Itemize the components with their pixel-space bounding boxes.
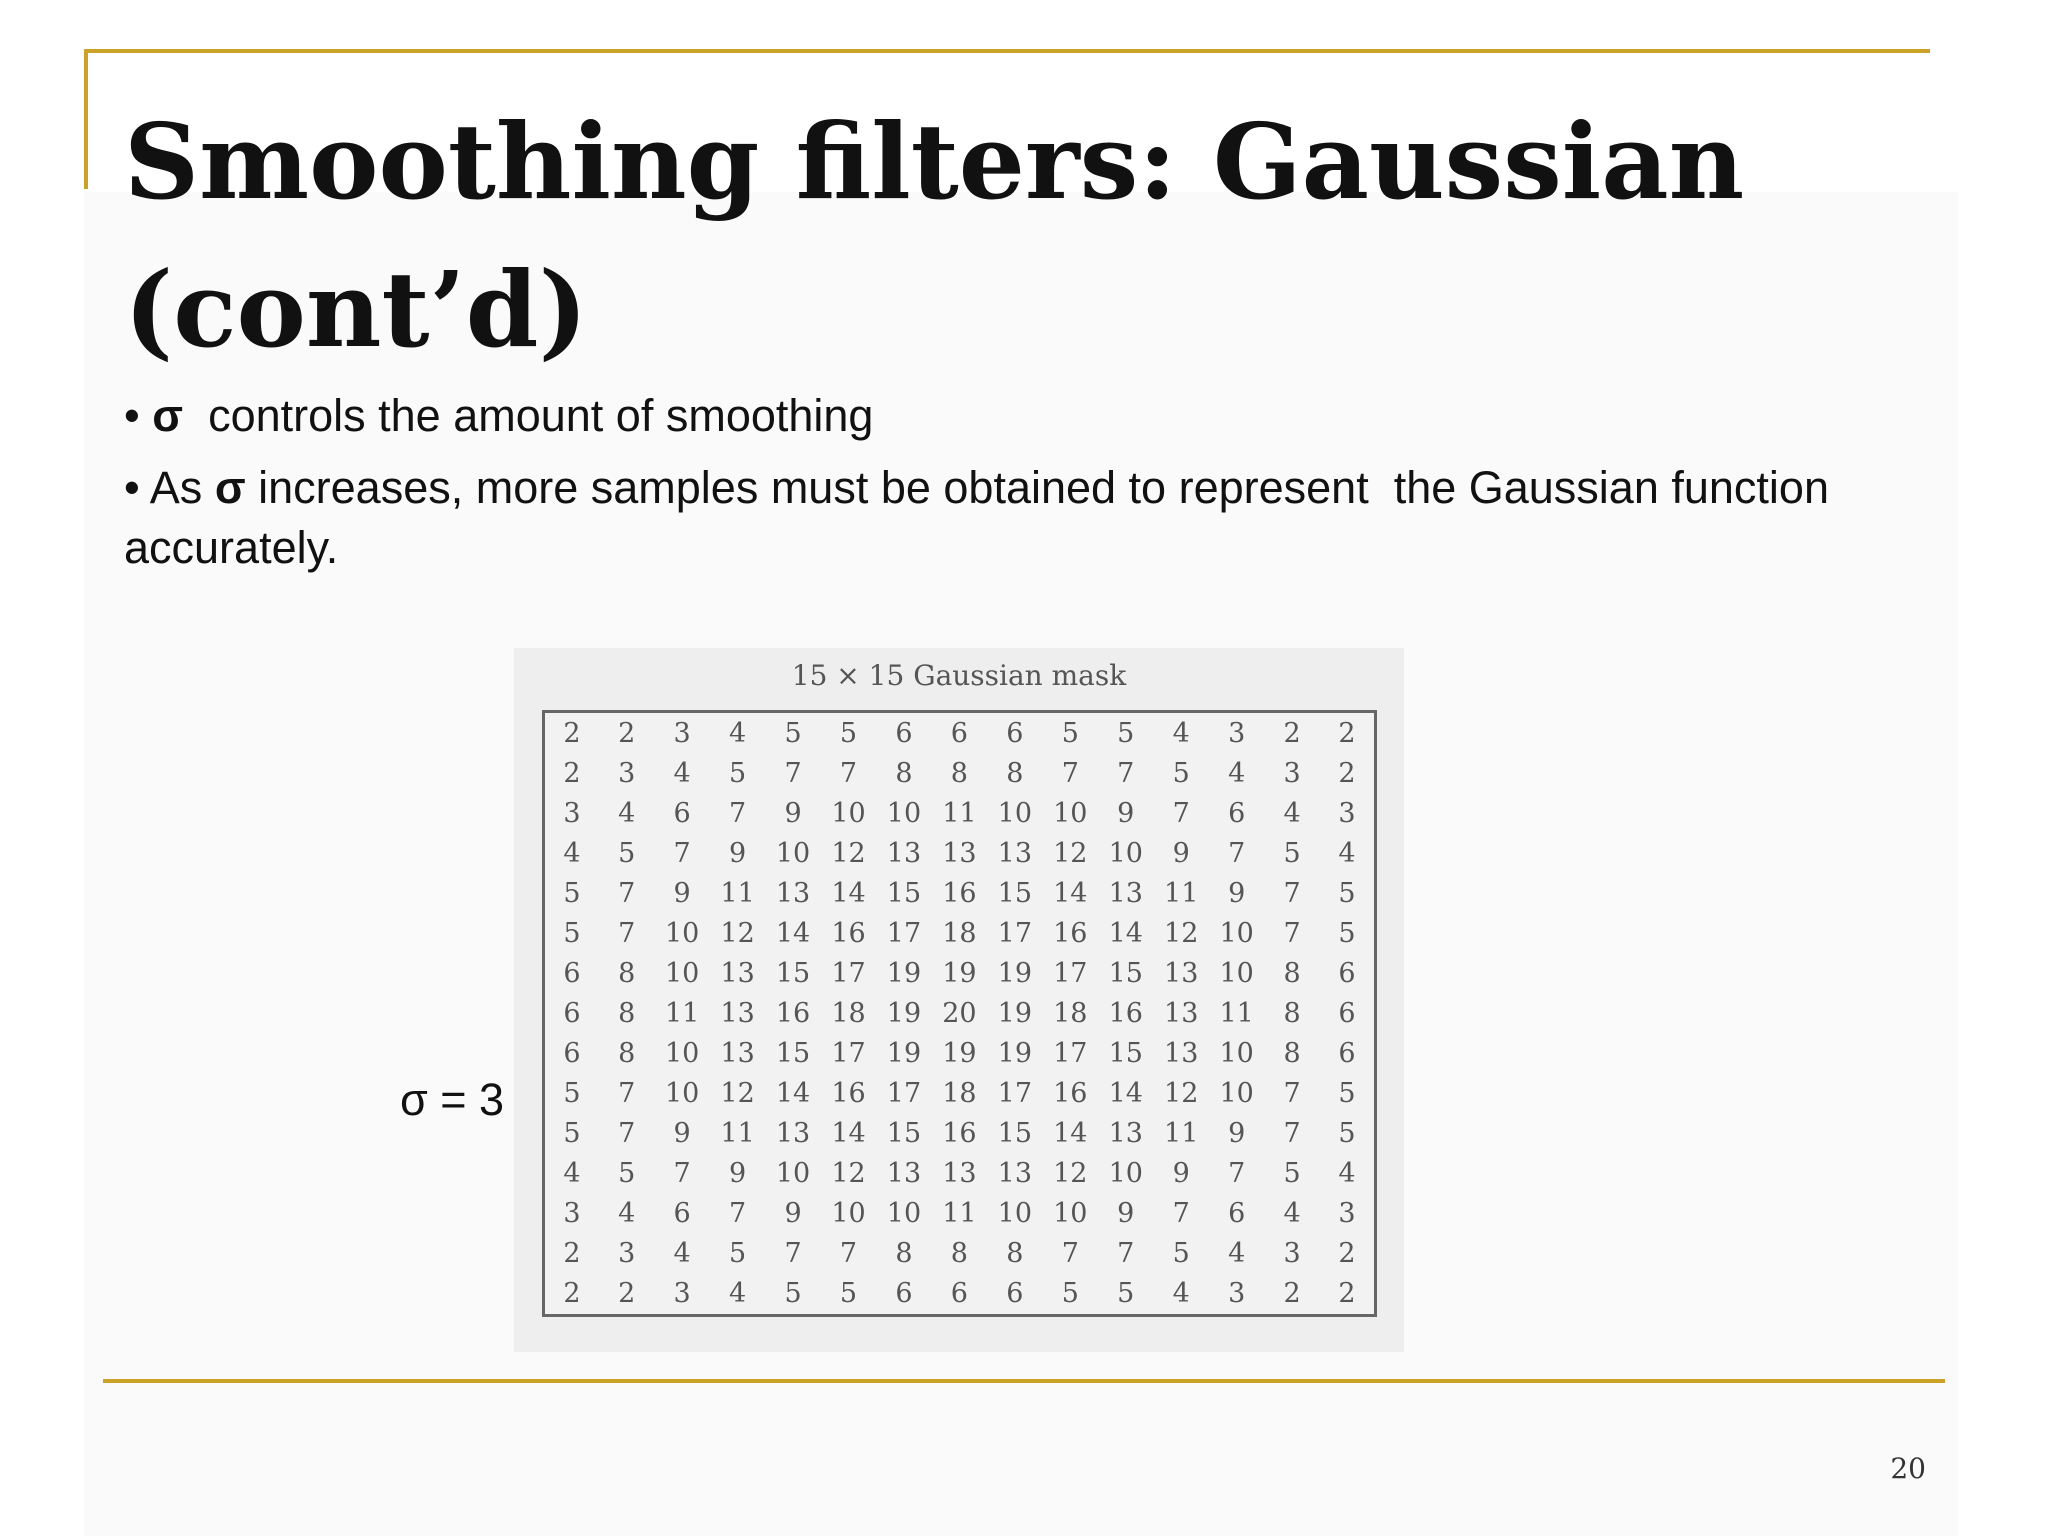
mask-cell: 4 [1228, 1238, 1246, 1270]
mask-cell: 3 [1228, 1278, 1246, 1310]
sigma-value-label: σ = 3 [400, 1074, 505, 1125]
mask-cell: 10 [775, 837, 811, 869]
mask-cell: 3 [1338, 797, 1356, 829]
mask-cell: 14 [831, 1118, 866, 1150]
mask-cell: 12 [1053, 837, 1088, 869]
mask-cell: 16 [831, 917, 866, 949]
mask-cell: 2 [1338, 1238, 1356, 1270]
bullet-item [124, 386, 1904, 446]
mask-cell: 15 [997, 1118, 1033, 1150]
mask-cell: 10 [997, 797, 1033, 829]
mask-cell: 18 [942, 917, 977, 949]
mask-cell: 3 [563, 797, 581, 829]
mask-cell: 13 [775, 1118, 811, 1150]
mask-cell: 15 [775, 957, 811, 989]
mask-cell: 7 [1283, 1118, 1301, 1150]
mask-cell: 13 [775, 877, 811, 909]
mask-cell: 15 [886, 1118, 922, 1150]
bullet-text: increases, more samples must be obtained to represent the Gaussian function accurately. [124, 462, 1842, 573]
mask-row [544, 953, 1376, 993]
slide-title [124, 88, 1824, 384]
sigma-symbol: σ [152, 390, 184, 441]
gaussian-mask-figure [514, 648, 1404, 1352]
mask-cell: 10 [1053, 797, 1088, 829]
mask-cell: 5 [728, 1238, 747, 1270]
mask-cell: 2 [1338, 717, 1356, 749]
mask-cell: 17 [886, 1078, 922, 1110]
mask-table-body [544, 712, 1376, 1316]
bullet-marker: • [124, 390, 140, 441]
mask-cell: 7 [1228, 837, 1246, 869]
mask-cell: 10 [1219, 917, 1254, 949]
mask-cell: 5 [1338, 917, 1356, 949]
mask-cell: 3 [673, 717, 691, 749]
mask-cell: 7 [1172, 797, 1190, 829]
mask-cell: 15 [1108, 1038, 1143, 1070]
mask-cell: 19 [942, 1038, 977, 1070]
mask-cell: 13 [942, 1158, 977, 1190]
mask-cell: 6 [895, 1278, 913, 1310]
mask-cell: 4 [563, 837, 581, 869]
page-number: 20 [1890, 1452, 1926, 1485]
mask-row [544, 753, 1376, 793]
mask-cell: 17 [831, 957, 866, 989]
mask-cell: 4 [728, 1278, 747, 1310]
mask-cell: 11 [720, 1118, 755, 1150]
mask-cell: 18 [831, 997, 866, 1029]
mask-cell: 15 [886, 877, 922, 909]
mask-cell: 14 [831, 877, 866, 909]
mask-cell: 7 [618, 1118, 636, 1150]
mask-cell: 13 [720, 997, 755, 1029]
mask-cell: 10 [664, 957, 700, 989]
mask-cell: 8 [618, 1038, 636, 1070]
mask-cell: 9 [673, 877, 691, 909]
mask-cell: 10 [831, 797, 866, 829]
mask-cell: 7 [1117, 757, 1135, 789]
mask-cell: 11 [664, 997, 700, 1029]
mask-cell: 9 [728, 837, 747, 869]
mask-cell: 2 [1338, 1278, 1356, 1310]
mask-cell: 2 [618, 1278, 636, 1310]
gaussian-mask-table [542, 710, 1377, 1317]
mask-cell: 7 [784, 757, 802, 789]
mask-cell: 13 [720, 1038, 755, 1070]
mask-cell: 7 [784, 1238, 802, 1270]
mask-cell: 7 [1061, 1238, 1079, 1270]
mask-cell: 6 [1228, 797, 1246, 829]
mask-cell: 6 [563, 957, 581, 989]
mask-row [544, 1234, 1376, 1274]
bullet-text-before: As [149, 462, 215, 513]
top-accent-rule [84, 49, 1930, 53]
mask-cell: 6 [563, 1038, 581, 1070]
mask-cell: 7 [1228, 1158, 1246, 1190]
mask-cell: 9 [728, 1158, 747, 1190]
mask-cell: 12 [831, 1158, 866, 1190]
mask-caption: 15 × 15 Gaussian mask [791, 659, 1127, 692]
mask-cell: 5 [1172, 757, 1190, 789]
mask-cell: 6 [1338, 1038, 1356, 1070]
mask-cell: 4 [1172, 717, 1190, 749]
mask-cell: 4 [1172, 1278, 1190, 1310]
mask-cell: 10 [1219, 957, 1254, 989]
mask-cell: 2 [618, 717, 636, 749]
mask-cell: 10 [886, 1198, 922, 1230]
mask-cell: 9 [673, 1118, 691, 1150]
mask-cell: 3 [1283, 757, 1301, 789]
mask-cell: 4 [618, 1198, 636, 1230]
sigma-symbol: σ [214, 462, 246, 513]
mask-cell: 3 [563, 1198, 581, 1230]
mask-cell: 17 [886, 917, 922, 949]
mask-cell: 5 [1283, 1158, 1301, 1190]
mask-cell: 5 [1117, 717, 1135, 749]
mask-cell: 13 [886, 837, 922, 869]
mask-cell: 10 [831, 1198, 866, 1230]
mask-cell: 3 [1228, 717, 1246, 749]
mask-cell: 14 [1053, 1118, 1088, 1150]
mask-cell: 10 [1108, 1158, 1143, 1190]
mask-cell: 12 [720, 1078, 755, 1110]
mask-cell: 9 [1228, 877, 1246, 909]
mask-cell: 16 [1053, 917, 1088, 949]
mask-cell: 5 [728, 757, 747, 789]
mask-cell: 5 [563, 877, 581, 909]
mask-cell: 7 [839, 1238, 858, 1270]
mask-cell: 15 [997, 877, 1033, 909]
mask-cell: 11 [942, 1198, 977, 1230]
mask-cell: 5 [1338, 1078, 1356, 1110]
mask-cell: 9 [1172, 1158, 1190, 1190]
mask-cell: 16 [942, 1118, 977, 1150]
mask-cell: 8 [618, 957, 636, 989]
mask-cell: 7 [673, 837, 691, 869]
mask-cell: 5 [1338, 1118, 1356, 1150]
bullet-item [124, 458, 1904, 578]
mask-cell: 9 [784, 797, 802, 829]
mask-cell: 6 [1338, 957, 1356, 989]
mask-row [544, 1034, 1376, 1074]
mask-row [544, 993, 1376, 1033]
mask-cell: 18 [1053, 997, 1088, 1029]
mask-cell: 6 [950, 717, 968, 749]
mask-cell: 7 [1061, 757, 1079, 789]
mask-cell: 3 [618, 757, 636, 789]
mask-cell: 10 [664, 1078, 700, 1110]
mask-cell: 8 [1006, 1238, 1024, 1270]
mask-cell: 13 [886, 1158, 922, 1190]
mask-cell: 13 [1108, 1118, 1143, 1150]
left-accent-rule [84, 49, 88, 189]
mask-cell: 15 [1108, 957, 1143, 989]
mask-cell: 19 [942, 957, 977, 989]
mask-cell: 5 [618, 837, 636, 869]
mask-cell: 12 [831, 837, 866, 869]
mask-row [544, 873, 1376, 913]
mask-cell: 13 [1164, 1038, 1199, 1070]
mask-cell: 13 [1164, 997, 1199, 1029]
mask-cell: 9 [1117, 797, 1135, 829]
mask-row [544, 913, 1376, 953]
mask-cell: 5 [563, 1078, 581, 1110]
bottom-accent-rule [103, 1379, 1945, 1383]
mask-cell: 11 [942, 797, 977, 829]
mask-cell: 16 [942, 877, 977, 909]
mask-cell: 3 [673, 1278, 691, 1310]
mask-cell: 4 [563, 1158, 581, 1190]
mask-cell: 6 [673, 1198, 691, 1230]
mask-cell: 9 [1228, 1118, 1246, 1150]
mask-cell: 7 [1283, 877, 1301, 909]
mask-cell: 5 [839, 1278, 858, 1310]
mask-cell: 10 [997, 1198, 1033, 1230]
mask-cell: 10 [664, 917, 700, 949]
mask-cell: 7 [618, 1078, 636, 1110]
mask-cell: 5 [1061, 1278, 1079, 1310]
mask-cell: 10 [886, 797, 922, 829]
mask-cell: 8 [950, 757, 968, 789]
mask-cell: 8 [1006, 757, 1024, 789]
mask-cell: 2 [563, 1238, 581, 1270]
mask-cell: 11 [720, 877, 755, 909]
mask-cell: 4 [673, 1238, 691, 1270]
mask-cell: 5 [839, 717, 858, 749]
mask-cell: 11 [1164, 1118, 1199, 1150]
mask-cell: 17 [831, 1038, 866, 1070]
mask-cell: 5 [1283, 837, 1301, 869]
mask-cell: 3 [1283, 1238, 1301, 1270]
mask-cell: 5 [1172, 1238, 1190, 1270]
mask-cell: 19 [997, 1038, 1033, 1070]
mask-row [544, 712, 1376, 754]
mask-cell: 10 [1108, 837, 1143, 869]
mask-cell: 6 [563, 997, 581, 1029]
mask-cell: 5 [1338, 877, 1356, 909]
mask-cell: 3 [618, 1238, 636, 1270]
mask-cell: 17 [997, 917, 1033, 949]
mask-cell: 7 [839, 757, 858, 789]
mask-cell: 7 [618, 917, 636, 949]
mask-cell: 2 [1338, 757, 1356, 789]
mask-cell: 16 [775, 997, 811, 1029]
mask-cell: 13 [1108, 877, 1143, 909]
mask-row [544, 1114, 1376, 1154]
mask-cell: 7 [728, 797, 747, 829]
mask-cell: 13 [997, 1158, 1033, 1190]
mask-cell: 4 [1338, 1158, 1356, 1190]
mask-cell: 7 [1172, 1198, 1190, 1230]
mask-cell: 4 [1228, 757, 1246, 789]
mask-cell: 6 [1228, 1198, 1246, 1230]
mask-cell: 14 [775, 917, 811, 949]
mask-cell: 12 [720, 917, 755, 949]
mask-cell: 5 [784, 717, 802, 749]
mask-row [544, 1154, 1376, 1194]
mask-cell: 6 [1006, 1278, 1024, 1310]
mask-cell: 6 [673, 797, 691, 829]
mask-cell: 2 [563, 717, 581, 749]
bullet-text: controls the amount of smoothing [183, 390, 874, 441]
mask-cell: 6 [1006, 717, 1024, 749]
mask-cell: 8 [1283, 957, 1301, 989]
mask-cell: 6 [895, 717, 913, 749]
mask-cell: 7 [728, 1198, 747, 1230]
mask-cell: 16 [1053, 1078, 1088, 1110]
slide-title-line-1: Smoothing filters: Gaussian [124, 100, 1745, 223]
mask-cell: 12 [1164, 1078, 1199, 1110]
mask-cell: 20 [942, 997, 977, 1029]
mask-cell: 7 [1117, 1238, 1135, 1270]
bullet-list [124, 386, 1904, 590]
mask-cell: 14 [1108, 1078, 1143, 1110]
mask-cell: 5 [563, 1118, 581, 1150]
mask-row [544, 1194, 1376, 1234]
mask-cell: 2 [563, 1278, 581, 1310]
mask-cell: 19 [886, 1038, 922, 1070]
mask-cell: 8 [1283, 1038, 1301, 1070]
mask-cell: 4 [618, 797, 636, 829]
mask-cell: 5 [1061, 717, 1079, 749]
mask-cell: 14 [1108, 917, 1143, 949]
mask-cell: 5 [563, 917, 581, 949]
mask-cell: 7 [673, 1158, 691, 1190]
mask-cell: 17 [1053, 957, 1088, 989]
slide-title-line-2: (cont’d) [124, 248, 588, 371]
mask-cell: 8 [950, 1238, 968, 1270]
mask-cell: 8 [1283, 997, 1301, 1029]
mask-cell: 7 [1283, 917, 1301, 949]
mask-cell: 2 [1283, 1278, 1301, 1310]
mask-cell: 4 [673, 757, 691, 789]
mask-cell: 19 [997, 957, 1033, 989]
mask-cell: 13 [942, 837, 977, 869]
mask-cell: 19 [886, 957, 922, 989]
mask-cell: 18 [942, 1078, 977, 1110]
mask-cell: 16 [831, 1078, 866, 1110]
mask-cell: 10 [1219, 1038, 1254, 1070]
mask-cell: 8 [895, 1238, 913, 1270]
mask-cell: 10 [1219, 1078, 1254, 1110]
mask-cell: 10 [775, 1158, 811, 1190]
mask-cell: 6 [1338, 997, 1356, 1029]
mask-cell: 13 [997, 837, 1033, 869]
mask-row [544, 833, 1376, 873]
mask-cell: 11 [1219, 997, 1254, 1029]
mask-cell: 19 [997, 997, 1033, 1029]
mask-cell: 16 [1108, 997, 1143, 1029]
mask-cell: 10 [1053, 1198, 1088, 1230]
mask-cell: 17 [1053, 1038, 1088, 1070]
mask-cell: 5 [784, 1278, 802, 1310]
mask-cell: 12 [1053, 1158, 1088, 1190]
mask-cell: 14 [775, 1078, 811, 1110]
mask-row [544, 1074, 1376, 1114]
mask-cell: 15 [775, 1038, 811, 1070]
mask-cell: 17 [997, 1078, 1033, 1110]
bullet-marker: • [124, 462, 140, 513]
mask-cell: 4 [728, 717, 747, 749]
mask-cell: 9 [1172, 837, 1190, 869]
mask-cell: 8 [895, 757, 913, 789]
mask-cell: 14 [1053, 877, 1088, 909]
mask-cell: 5 [1117, 1278, 1135, 1310]
mask-cell: 4 [1283, 1198, 1301, 1230]
mask-cell: 2 [1283, 717, 1301, 749]
mask-cell: 2 [563, 757, 581, 789]
mask-cell: 6 [950, 1278, 968, 1310]
mask-cell: 3 [1338, 1198, 1356, 1230]
mask-cell: 13 [1164, 957, 1199, 989]
mask-cell: 12 [1164, 917, 1199, 949]
mask-cell: 7 [1283, 1078, 1301, 1110]
mask-row [544, 793, 1376, 833]
mask-cell: 8 [618, 997, 636, 1029]
mask-cell: 9 [784, 1198, 802, 1230]
mask-cell: 7 [618, 877, 636, 909]
mask-cell: 4 [1338, 837, 1356, 869]
mask-cell: 4 [1283, 797, 1301, 829]
mask-cell: 19 [886, 997, 922, 1029]
mask-cell: 5 [618, 1158, 636, 1190]
mask-cell: 9 [1117, 1198, 1135, 1230]
mask-cell: 10 [664, 1038, 700, 1070]
mask-cell: 13 [720, 957, 755, 989]
mask-row [544, 1274, 1376, 1316]
mask-cell: 11 [1164, 877, 1199, 909]
